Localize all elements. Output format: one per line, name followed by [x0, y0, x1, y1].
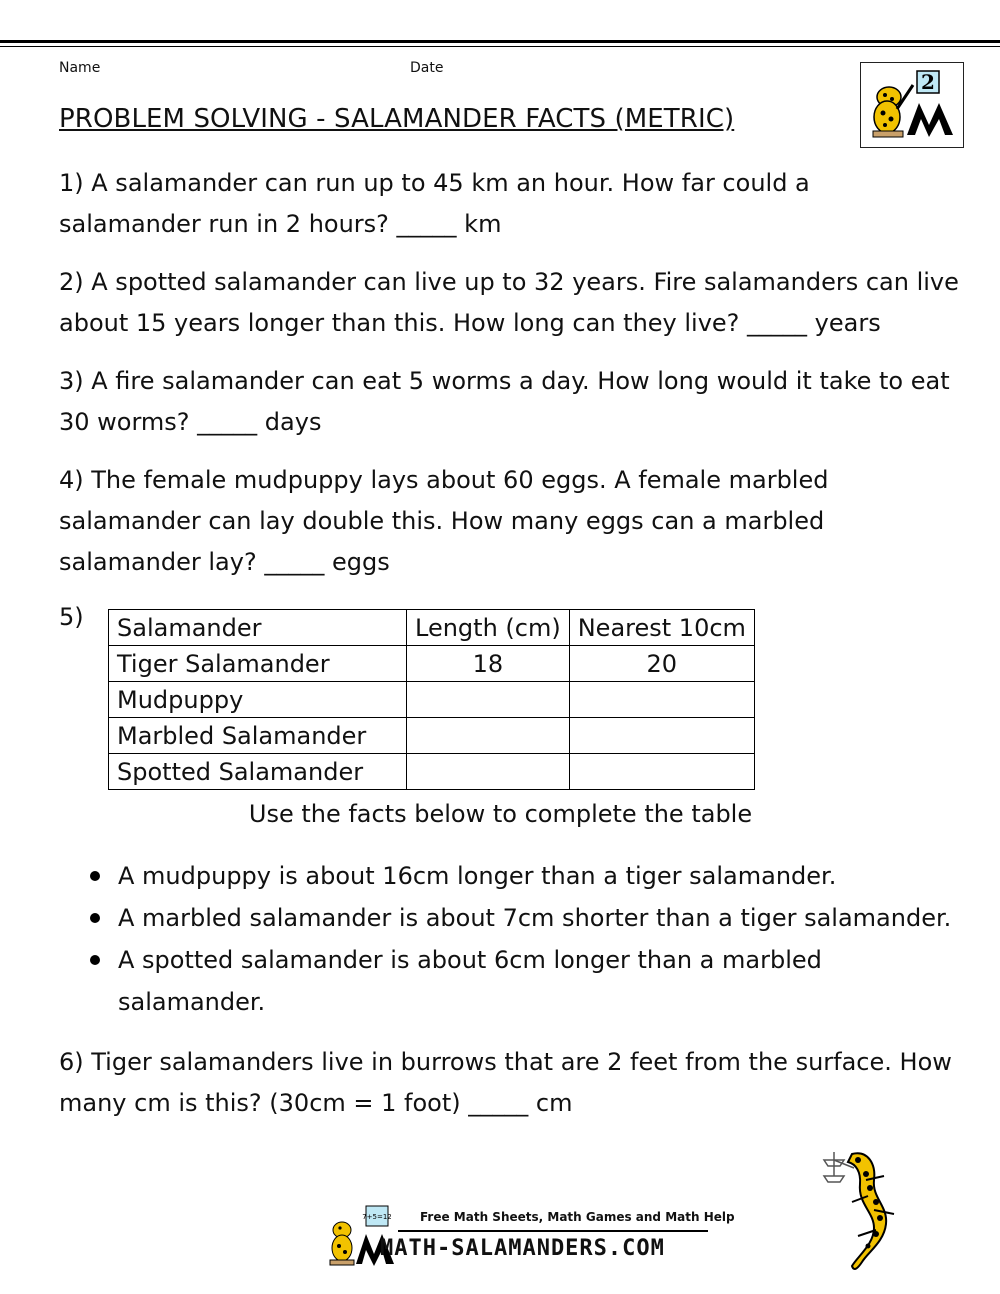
footer-divider — [398, 1230, 708, 1232]
table-cell: Marbled Salamander — [109, 718, 407, 754]
facts-list — [88, 855, 968, 1023]
top-rule — [0, 40, 1000, 43]
answer-cell[interactable] — [407, 754, 570, 790]
table-cell: Mudpuppy — [109, 682, 407, 718]
list-item — [88, 897, 968, 939]
table-row — [109, 646, 755, 682]
salamander-grade-icon — [861, 63, 963, 147]
salamander-icon — [818, 1140, 918, 1275]
table-row — [109, 718, 755, 754]
grade-logo — [860, 62, 964, 148]
salamander-scales-illustration — [818, 1140, 918, 1275]
answer-cell[interactable] — [569, 682, 754, 718]
table-caption: Use the facts below to complete the table — [248, 800, 753, 828]
footer-tagline: Free Math Sheets, Math Games and Math Help — [420, 1210, 735, 1224]
name-label: Name — [59, 60, 101, 76]
answer-cell[interactable] — [407, 718, 570, 754]
list-item — [88, 939, 968, 1023]
table-row — [109, 682, 755, 718]
question-4: 4) The female mudpuppy lays about 60 eggs. A female marbled salamander can lay double this. How many eggs can a marbled salamander lay? _____ eggs — [59, 466, 829, 576]
worksheet-title: PROBLEM SOLVING - SALAMANDER FACTS (METRIC) — [59, 104, 735, 134]
salamander-length-table — [108, 609, 755, 790]
date-label: Date — [410, 60, 444, 76]
question-5-number: 5) — [59, 603, 84, 631]
fact-text: A mudpuppy is about 16cm longer than a tiger salamander. — [118, 862, 837, 890]
footer-brand[interactable]: MATH-SALAMANDERS.COM — [380, 1236, 665, 1261]
answer-cell[interactable] — [407, 682, 570, 718]
table-cell: 20 — [569, 646, 754, 682]
bullet-icon — [90, 871, 100, 881]
top-rule-thin — [0, 46, 1000, 47]
table-cell: Tiger Salamander — [109, 646, 407, 682]
table-cell: 18 — [407, 646, 570, 682]
question-1: 1) A salamander can run up to 45 km an hour. How far could a salamander run in 2 hours? _____ km — [59, 169, 810, 238]
table-header: Length (cm) — [407, 610, 570, 646]
answer-cell[interactable] — [569, 718, 754, 754]
answer-cell[interactable] — [569, 754, 754, 790]
table-row — [109, 754, 755, 790]
table-header: Salamander — [109, 610, 407, 646]
footer-logo-badge: 7+5=12 — [362, 1213, 392, 1221]
fact-text: A spotted salamander is about 6cm longer than a marbled salamander. — [118, 946, 822, 1016]
grade-number: 2 — [921, 70, 935, 94]
bullet-icon — [90, 955, 100, 965]
question-6: 6) Tiger salamanders live in burrows that are 2 feet from the surface. How many cm is this? (30cm = 1 foot) _____ cm — [59, 1048, 952, 1117]
question-3: 3) A fire salamander can eat 5 worms a day. How long would it take to eat 30 worms? _____ days — [59, 367, 950, 436]
table-header-row — [109, 610, 755, 646]
question-2: 2) A spotted salamander can live up to 32 years. Fire salamanders can live about 15 years longer than this. How long can they live? _____ years — [59, 268, 959, 337]
table-header: Nearest 10cm — [569, 610, 754, 646]
bullet-icon — [90, 913, 100, 923]
table-cell: Spotted Salamander — [109, 754, 407, 790]
list-item — [88, 855, 968, 897]
fact-text: A marbled salamander is about 7cm shorter than a tiger salamander. — [118, 904, 952, 932]
